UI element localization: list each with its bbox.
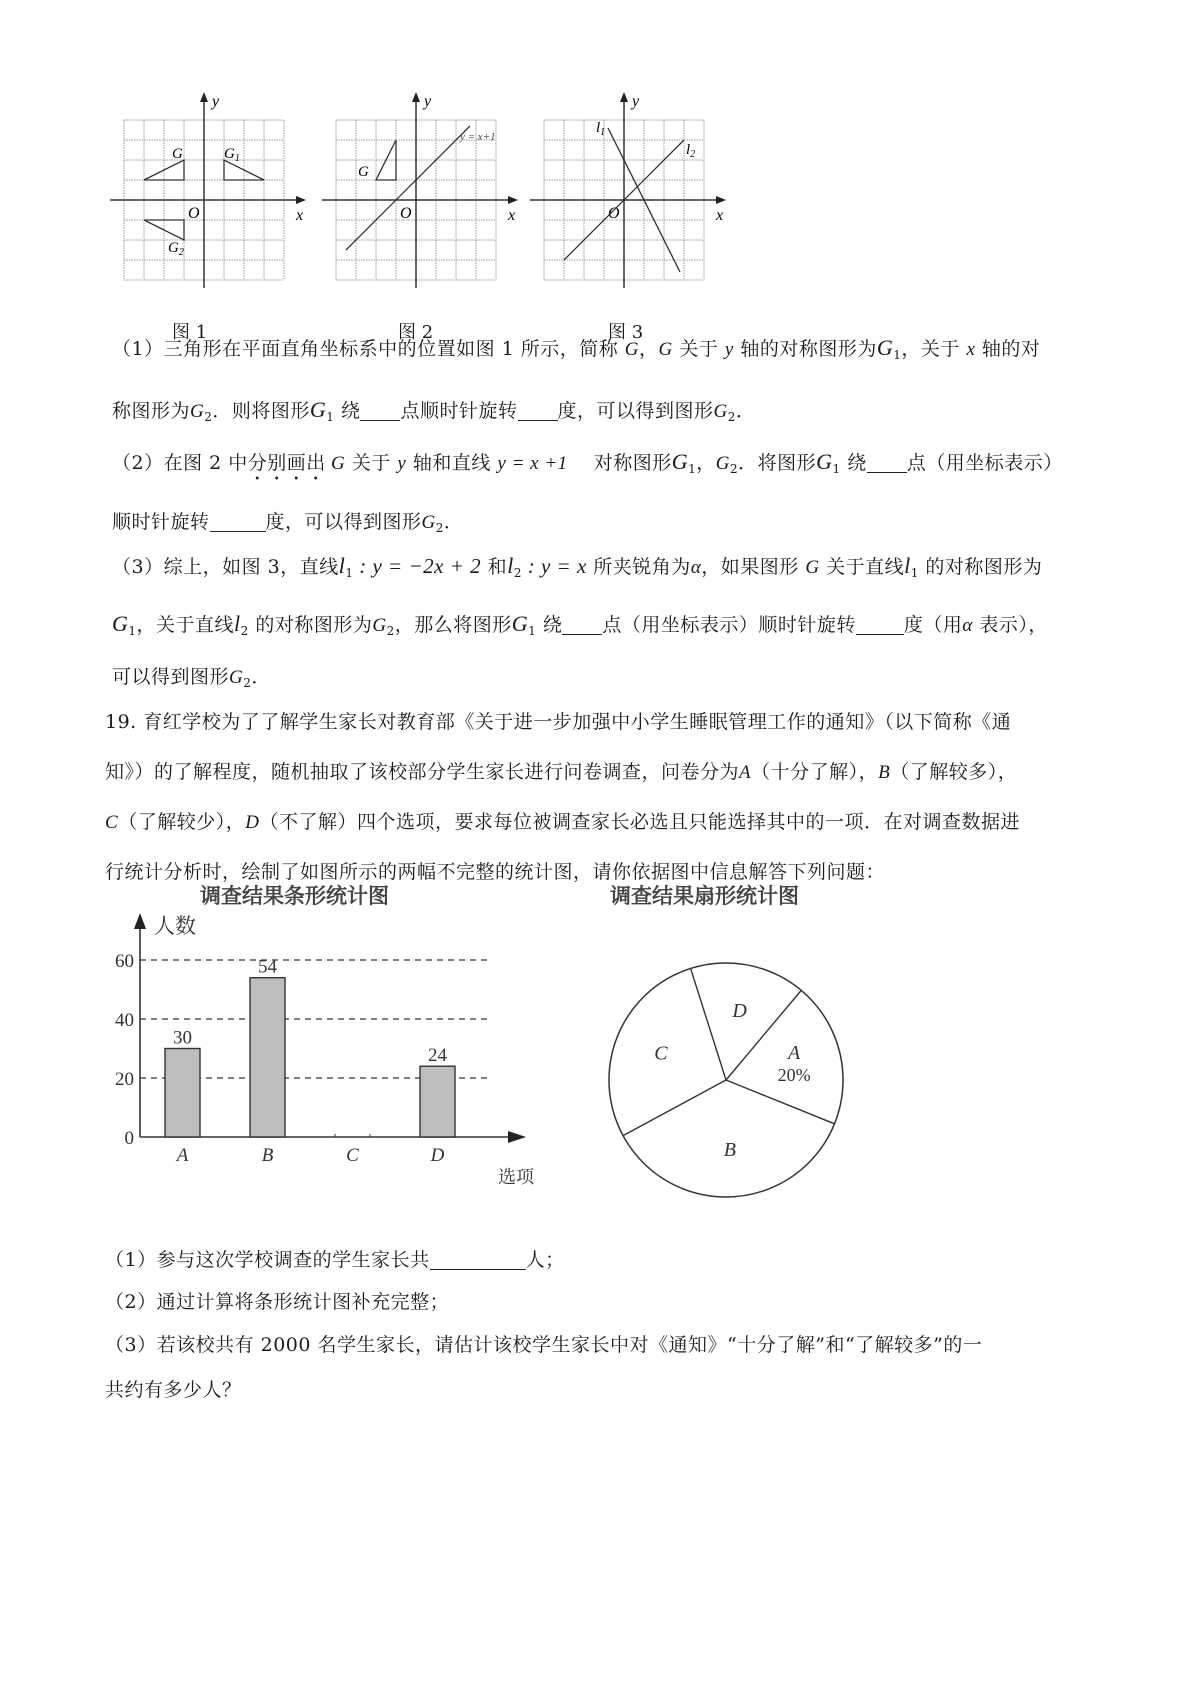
- pie-label-A: A: [788, 1042, 801, 1065]
- origin-label: O: [400, 205, 412, 222]
- figure-1-caption: 图 1: [172, 322, 208, 343]
- pie-chart-title: 调查结果扇形统计图: [610, 884, 799, 908]
- q18-part3-line3: 可以得到图形$G_2$．: [112, 666, 271, 690]
- line-label: y = x+1: [460, 131, 496, 143]
- answer-blank[interactable]: [562, 616, 602, 635]
- answer-blank[interactable]: [867, 454, 907, 473]
- y-axis-arrow-icon: [620, 92, 628, 102]
- data-label-B: 54: [258, 956, 277, 978]
- x-axis-arrow-icon: [716, 196, 726, 204]
- bar-A: [165, 1049, 200, 1138]
- q18-part2-line1: （2）在图 2 中分别画出 G 关于 y 轴和直线 y = x +1 对称图形$G_1$，$G_2$．将图形$G_1$ 绕 点（用坐标表示）: [112, 449, 1063, 476]
- figure-3-caption: 图 3: [608, 322, 644, 343]
- y-axis-label: y: [424, 93, 432, 110]
- q18-part1-line1: （1）三角形在平面直角坐标系中的位置如图 1 所示，简称 G，G 关于 y 轴的对称图形为$G_1$，关于 x 轴的对: [112, 335, 1041, 362]
- label-G2: $G_2$: [168, 240, 184, 258]
- x-tick-label-C: C: [346, 1145, 359, 1166]
- x-axis-label: x: [508, 207, 516, 224]
- q18-part3-line1: （3）综上，如图 3，直线$l_1$ : y = −2x + 2 和$l_2$ : y = x 所夹锐角为α，如果图形 G 关于直线$l_1$ 的对称图形为: [112, 553, 1043, 580]
- figure-1: [110, 88, 310, 288]
- line-y-equals-x-plus-1: [346, 126, 470, 250]
- x-axis-arrow-icon: [296, 196, 306, 204]
- y-tick-label: 0: [124, 1128, 134, 1149]
- x-axis-label: x: [296, 207, 304, 224]
- q18-part3-line2: $G_1$，关于直线$l_2$ 的对称图形为$G_2$，那么将图形$G_1$ 绕 点（用坐标表示）顺时针旋转 度（用α 表示），: [112, 611, 1048, 638]
- pie-label-B: B: [723, 1139, 737, 1162]
- bar-B: [250, 978, 285, 1137]
- q19-line1: 19. 育红学校为了了解学生家长对教育部《关于进一步加强中小学生睡眠管理工作的通知》（以下简称《通: [105, 711, 1012, 733]
- figure-2: [322, 88, 522, 288]
- q19-line3: C（了解较少），D（不了解）四个选项，要求每位被调查家长必选且只能选择其中的一项．在对调查数据进: [105, 811, 1020, 833]
- q19-sub2: （2）通过计算将条形统计图补充完整；: [105, 1291, 450, 1313]
- answer-blank[interactable]: [430, 1251, 526, 1270]
- x-tick-label-A: A: [176, 1145, 189, 1166]
- x-axis-arrow-icon: [508, 1131, 526, 1143]
- x-tick-label-D: D: [430, 1145, 445, 1166]
- label-l2: $l_2$: [686, 142, 696, 160]
- bar-chart: [100, 905, 560, 1205]
- answer-blank[interactable]: [856, 616, 904, 635]
- figure-2-caption: 图 2: [398, 322, 434, 343]
- y-axis-arrow-icon: [412, 92, 420, 102]
- q19-sub3-line1: （3）若该校共有 2000 名学生家长，请估计该校学生家长中对《通知》“十分了解”和“了解较多”的一: [105, 1334, 983, 1356]
- pie-chart: [580, 940, 860, 1220]
- y-tick-label: 60: [115, 951, 134, 972]
- answer-blank[interactable]: [360, 402, 400, 421]
- y-axis-label: y: [212, 93, 220, 110]
- x-axis-arrow-icon: [508, 196, 518, 204]
- data-label-A: 30: [173, 1027, 192, 1049]
- y-tick-label: 20: [115, 1069, 134, 1090]
- answer-blank[interactable]: [210, 513, 266, 532]
- label-G1: $G_1$: [224, 146, 240, 164]
- x-tick-label-B: B: [261, 1145, 274, 1166]
- y-axis-label: y: [632, 93, 640, 110]
- q19-line4: 行统计分析时，绘制了如图所示的两幅不完整的统计图，请你依据图中信息解答下列问题：: [105, 861, 886, 883]
- y-axis-title: 人数: [154, 914, 196, 938]
- q19-line2: 知》）的了解程度，随机抽取了该校部分学生家长进行问卷调查，问卷分为A（十分了解），B（了解较多），: [105, 761, 1018, 783]
- origin-label: O: [188, 205, 200, 222]
- pie-label-D: D: [732, 1000, 747, 1023]
- label-G: G: [172, 146, 183, 162]
- pie-percent-A: 20%: [777, 1065, 811, 1086]
- origin-label: O: [608, 205, 620, 222]
- label-G: G: [358, 164, 369, 180]
- pie-label-C: C: [654, 1042, 668, 1065]
- answer-blank[interactable]: [518, 402, 558, 421]
- label-l1: $l_1$: [596, 120, 606, 138]
- y-tick-label: 40: [115, 1010, 134, 1031]
- q19-sub1: （1）参与这次学校调查的学生家长共 人；: [105, 1249, 565, 1271]
- q19-sub3-line2: 共约有多少人？: [105, 1379, 242, 1401]
- data-label-D: 24: [428, 1045, 447, 1067]
- q18-part1-line2: 称图形为$G_2$．则将图形$G_1$ 绕 点顺时针旋转 度，可以得到图形$G_2$．: [112, 397, 756, 424]
- bar-chart-title: 调查结果条形统计图: [200, 884, 389, 908]
- bar-D: [420, 1066, 455, 1137]
- y-axis-arrow-icon: [134, 913, 146, 929]
- x-axis-label: x: [716, 207, 724, 224]
- y-axis-arrow-icon: [200, 92, 208, 102]
- x-axis-title: 选项: [498, 1167, 534, 1187]
- q18-part2-line2: 顺时针旋转 度，可以得到图形$G_2$．: [112, 511, 464, 535]
- figure-3: [530, 88, 730, 288]
